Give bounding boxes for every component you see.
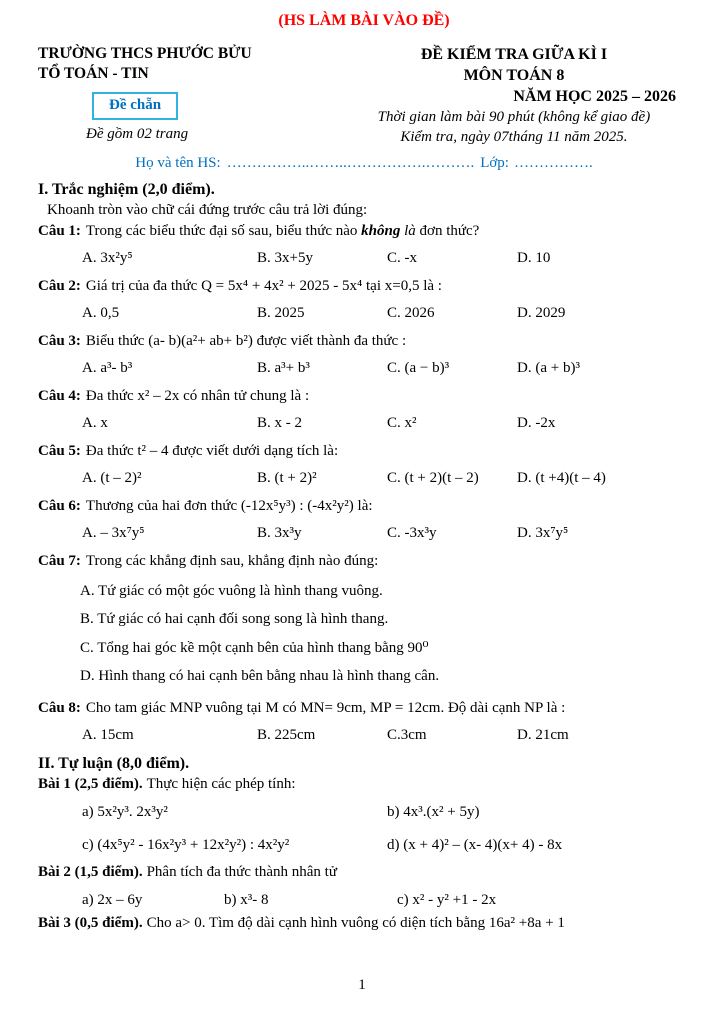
exercise-1-heading: Bài 1 (2,5 điểm). Thực hiện các phép tính: bbox=[38, 776, 296, 793]
department-name: TỔ TOÁN - TIN bbox=[38, 65, 149, 83]
section2 bbox=[38, 754, 690, 935]
question-2-text: Câu 2: Giá trị của đa thức Q = 5x⁴ + 4x² + 2025 - 5x⁴ tại x=0,5 là : bbox=[38, 277, 442, 294]
question-4-label: Câu 4: bbox=[38, 387, 81, 404]
exam-school-year: NĂM HỌC 2025 – 2026 bbox=[513, 88, 676, 106]
option-a: A. – 3x⁷y⁵ bbox=[82, 524, 145, 541]
school-name: TRƯỜNG THCS PHƯỚC BỬU bbox=[38, 45, 252, 62]
option-b: B. 3x+5y bbox=[257, 249, 313, 266]
question-2 bbox=[38, 276, 690, 331]
student-info-line bbox=[38, 155, 690, 172]
option-d: D. 10 bbox=[517, 249, 551, 266]
option-d: D. Hình thang có hai cạnh bên bằng nhau là hình thang cân. bbox=[80, 668, 440, 685]
exam-subject: MÔN TOÁN 8 bbox=[463, 67, 565, 85]
question-3 bbox=[38, 331, 690, 386]
question-6-options bbox=[38, 517, 690, 551]
exam-duration: Thời gian làm bài 90 phút (không kể giao đề) bbox=[377, 109, 651, 126]
question-3-label: Câu 3: bbox=[38, 332, 81, 349]
question-3-options bbox=[38, 352, 690, 386]
exercise-item: a) 2x – 6y bbox=[82, 891, 143, 908]
exercise-1 bbox=[38, 774, 690, 862]
exercise-item: b) x³- 8 bbox=[224, 891, 269, 908]
option-b: B. (t + 2)² bbox=[257, 469, 317, 486]
question-3-text: Câu 3: Biểu thức (a- b)(a²+ ab+ b²) được viết thành đa thức : bbox=[38, 332, 407, 349]
option-a: A. a³- b³ bbox=[82, 359, 133, 376]
exercise-2-row bbox=[38, 884, 690, 913]
student-class-label: Lớp: bbox=[480, 154, 509, 171]
question-4-text: Câu 4: Đa thức x² – 2x có nhân tử chung là : bbox=[38, 387, 310, 404]
option-b: B. x - 2 bbox=[257, 414, 302, 431]
section2-title: II. Tự luận (8,0 điểm). bbox=[38, 754, 190, 772]
header-school-block bbox=[38, 44, 338, 148]
exam-date: Kiểm tra, ngày 07tháng 11 năm 2025. bbox=[400, 129, 628, 146]
exercise-1-row-2 bbox=[38, 829, 690, 862]
pages-note: Đề gồm 02 trang bbox=[86, 125, 189, 142]
question-4 bbox=[38, 386, 690, 441]
option-d: D. (t +4)(t – 4) bbox=[517, 469, 606, 486]
exercise-item: b) 4x³.(x² + 5y) bbox=[387, 804, 480, 821]
student-class-blank: ……………. bbox=[513, 154, 593, 171]
option-c: C. (a − b)³ bbox=[387, 359, 450, 376]
option-c: C.3cm bbox=[387, 726, 427, 743]
question-6-text: Câu 6: Thương của hai đơn thức (-12x⁵y³) : (-4x²y²) là: bbox=[38, 497, 373, 514]
exercise-1-row-1 bbox=[38, 796, 690, 829]
question-5 bbox=[38, 441, 690, 496]
exercise-1-label: Bài 1 (2,5 điểm). bbox=[38, 776, 143, 793]
question-1-options bbox=[38, 242, 690, 276]
exam-variant-badge: Đề chẵn bbox=[92, 92, 178, 120]
exercise-item: a) 5x²y³. 2x³y² bbox=[82, 804, 168, 821]
exercise-3-label: Bài 3 (0,5 điểm). bbox=[38, 914, 143, 931]
section1-instruction: Khoanh tròn vào chữ cái đứng trước câu trả lời đúng: bbox=[47, 202, 368, 219]
exercise-item: d) (x + 4)² – (x- 4)(x+ 4) - 8x bbox=[387, 837, 563, 854]
question-5-text: Câu 5: Đa thức t² – 4 được viết dưới dạng tích là: bbox=[38, 442, 339, 459]
question-5-options bbox=[38, 462, 690, 496]
handwriting-instruction: (HS LÀM BÀI VÀO ĐỀ) bbox=[278, 12, 450, 29]
question-7-options bbox=[38, 572, 690, 698]
question-8-text: Câu 8: Cho tam giác MNP vuông tại M có MN= 9cm, MP = 12cm. Độ dài cạnh NP là : bbox=[38, 699, 566, 716]
question-4-options bbox=[38, 407, 690, 441]
option-c: C. Tổng hai góc kề một cạnh bên của hình thang bằng 90⁰ bbox=[80, 639, 429, 656]
exercise-item: c) x² - y² +1 - 2x bbox=[397, 891, 497, 908]
option-d: D. 2029 bbox=[517, 304, 566, 321]
exercise-3 bbox=[38, 913, 690, 935]
option-d: D. 21cm bbox=[517, 726, 569, 743]
exercise-2 bbox=[38, 862, 690, 913]
question-8 bbox=[38, 698, 690, 753]
question-2-options bbox=[38, 297, 690, 331]
question-7 bbox=[38, 551, 690, 698]
option-b: B. 225cm bbox=[257, 726, 316, 743]
student-name-label: Họ và tên HS: bbox=[135, 154, 221, 171]
option-c: C. (t + 2)(t – 2) bbox=[387, 469, 479, 486]
question-1 bbox=[38, 221, 690, 276]
exercise-2-label: Bài 2 (1,5 điểm). bbox=[38, 864, 143, 881]
option-a: A. 15cm bbox=[82, 726, 134, 743]
option-d: D. -2x bbox=[517, 414, 556, 431]
exam-header bbox=[38, 44, 690, 148]
option-c: C. -x bbox=[387, 249, 417, 266]
exercise-2-heading: Bài 2 (1,5 điểm). Phân tích đa thức thành nhân tử bbox=[38, 864, 337, 881]
option-a: A. 3x²y⁵ bbox=[82, 249, 133, 266]
option-c: C. x² bbox=[387, 414, 417, 431]
question-5-label: Câu 5: bbox=[38, 442, 81, 459]
student-name-blank: ……………..……..…………….………. bbox=[226, 154, 475, 171]
option-d: D. (a + b)³ bbox=[517, 359, 580, 376]
question-7-text: Câu 7: Trong các khẳng định sau, khẳng định nào đúng: bbox=[38, 552, 379, 569]
question-7-label: Câu 7: bbox=[38, 552, 81, 569]
option-b: B. a³+ b³ bbox=[257, 359, 310, 376]
page-number: 1 bbox=[358, 977, 366, 993]
question-6-label: Câu 6: bbox=[38, 497, 81, 514]
question-8-options bbox=[38, 719, 690, 753]
option-b: B. Tứ giác có hai cạnh đối song song là hình thang. bbox=[80, 611, 389, 628]
option-a: A. 0,5 bbox=[82, 304, 120, 321]
option-a: A. x bbox=[82, 414, 108, 431]
question-2-label: Câu 2: bbox=[38, 277, 81, 294]
option-c: C. -3x³y bbox=[387, 524, 437, 541]
option-a: A. Tứ giác có một góc vuông là hình thang vuông. bbox=[80, 582, 383, 599]
option-b: B. 2025 bbox=[257, 304, 305, 321]
option-a: A. (t – 2)² bbox=[82, 469, 142, 486]
question-6 bbox=[38, 496, 690, 551]
header-exam-block bbox=[338, 44, 690, 148]
question-1-label: Câu 1: bbox=[38, 222, 81, 239]
option-c: C. 2026 bbox=[387, 304, 435, 321]
section1-title: I. Trắc nghiệm (2,0 điểm). bbox=[38, 180, 215, 198]
exam-title: ĐỀ KIỂM TRA GIỮA KÌ I bbox=[420, 46, 608, 63]
question-1-text: Câu 1: Trong các biểu thức đại số sau, biểu thức nào không là đơn thức? bbox=[38, 222, 480, 239]
option-d: D. 3x⁷y⁵ bbox=[517, 524, 569, 541]
option-b: B. 3x³y bbox=[257, 524, 302, 541]
exercise-item: c) (4x⁵y² - 16x²y³ + 12x²y²) : 4x²y² bbox=[82, 837, 290, 854]
exercise-3-heading: Bài 3 (0,5 điểm). Cho a> 0. Tìm độ dài cạnh hình vuông có diện tích bằng 16a² +8a + 1 bbox=[38, 914, 565, 931]
question-8-label: Câu 8: bbox=[38, 699, 81, 716]
